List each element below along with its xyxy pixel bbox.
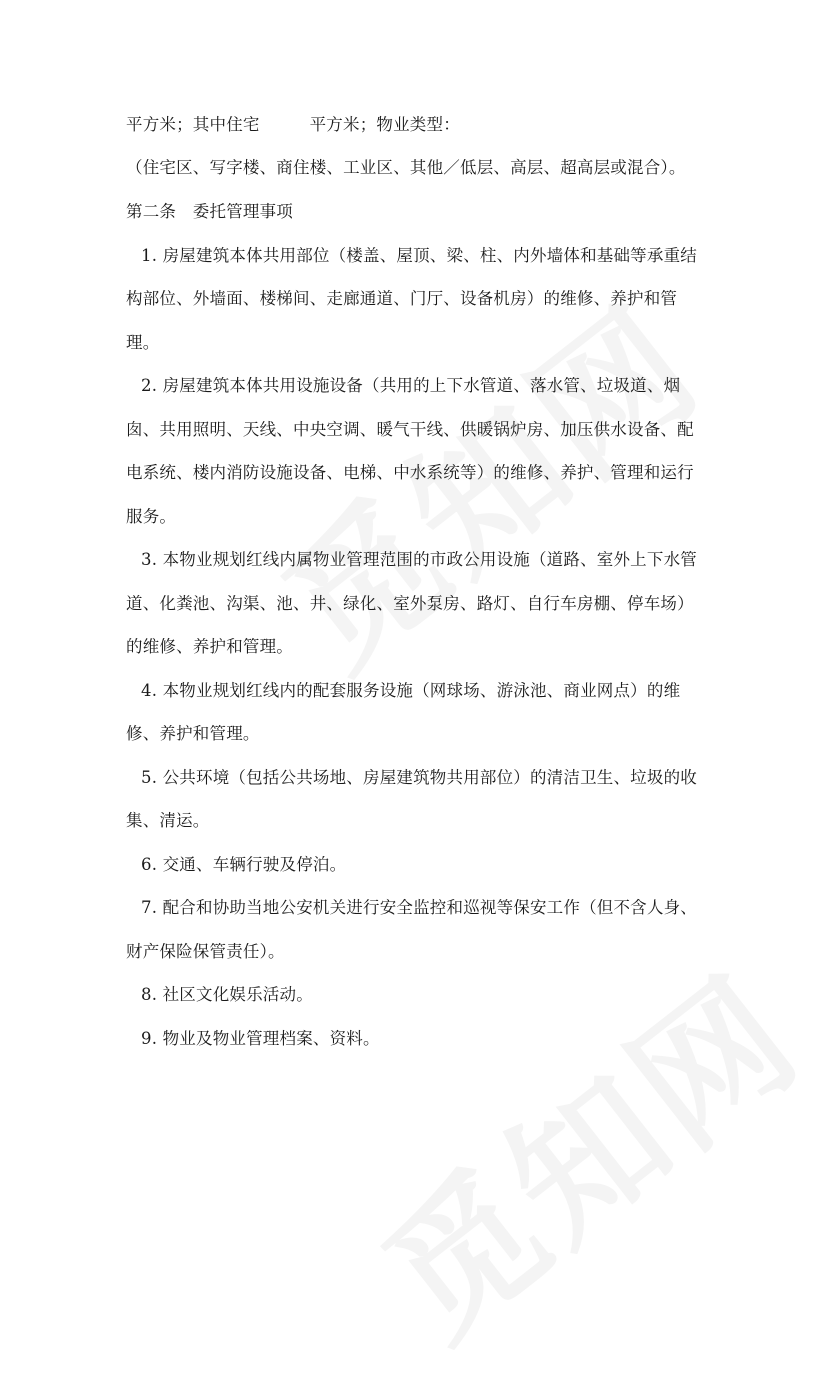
property-type-options: （住宅区、写字楼、商住楼、工业区、其他／低层、高层、超高层或混合）。	[126, 158, 686, 177]
area-line-part1: 平方米；其中住宅	[126, 115, 260, 134]
area-line-part2: 平方米；物业类型：	[309, 115, 460, 134]
article-title: 第二条 委托管理事项	[126, 202, 293, 221]
item-2-line-3: 电系统、楼内消防设施设备、电梯、中水系统等）的维修、养护、管理和运行	[126, 463, 694, 482]
item-1-line-1: 1. 房屋建筑本体共用部位（楼盖、屋顶、梁、柱、内外墙体和基础等承重结	[141, 246, 697, 265]
item-7-line-2: 财产保险保管责任）。	[126, 942, 285, 961]
item-4-line-2: 修、养护和管理。	[126, 724, 260, 743]
area-line	[126, 114, 460, 136]
item-9-line-1: 9. 物业及物业管理档案、资料。	[141, 1029, 380, 1048]
watermark	[333, 919, 830, 1377]
item-3-line-1: 3. 本物业规划红线内属物业管理范围的市政公用设施（道路、室外上下水管	[141, 550, 697, 569]
item-7-line-1: 7. 配合和协助当地公安机关进行安全监控和巡视等保安工作（但不含人身、	[141, 898, 697, 917]
item-3-line-3: 的维修、养护和管理。	[126, 637, 293, 656]
item-5-line-2: 集、清运。	[126, 811, 210, 830]
item-3-line-2: 道、化粪池、沟渠、池、井、绿化、室外泵房、路灯、自行车房棚、停车场）	[126, 594, 694, 613]
item-5-line-1: 5. 公共环境（包括公共场地、房屋建筑物共用部位）的清洁卫生、垃圾的收	[141, 768, 697, 787]
item-2-line-2: 囱、共用照明、天线、中央空调、暖气干线、供暖锅炉房、加压供水设备、配	[126, 420, 694, 439]
item-6-line-1: 6. 交通、车辆行驶及停泊。	[141, 855, 347, 874]
item-2-line-4: 服务。	[126, 507, 177, 526]
item-1-line-2: 构部位、外墙面、楼梯间、走廊通道、门厅、设备机房）的维修、养护和管	[126, 289, 678, 308]
item-1-line-3: 理。	[126, 333, 160, 352]
item-8-line-1: 8. 社区文化娱乐活动。	[141, 985, 313, 1004]
item-2-line-1: 2. 房屋建筑本体共用设施设备（共用的上下水管道、落水管、垃圾道、烟	[141, 376, 681, 395]
item-4-line-1: 4. 本物业规划红线内的配套服务设施（网球场、游泳池、商业网点）的维	[141, 681, 681, 700]
